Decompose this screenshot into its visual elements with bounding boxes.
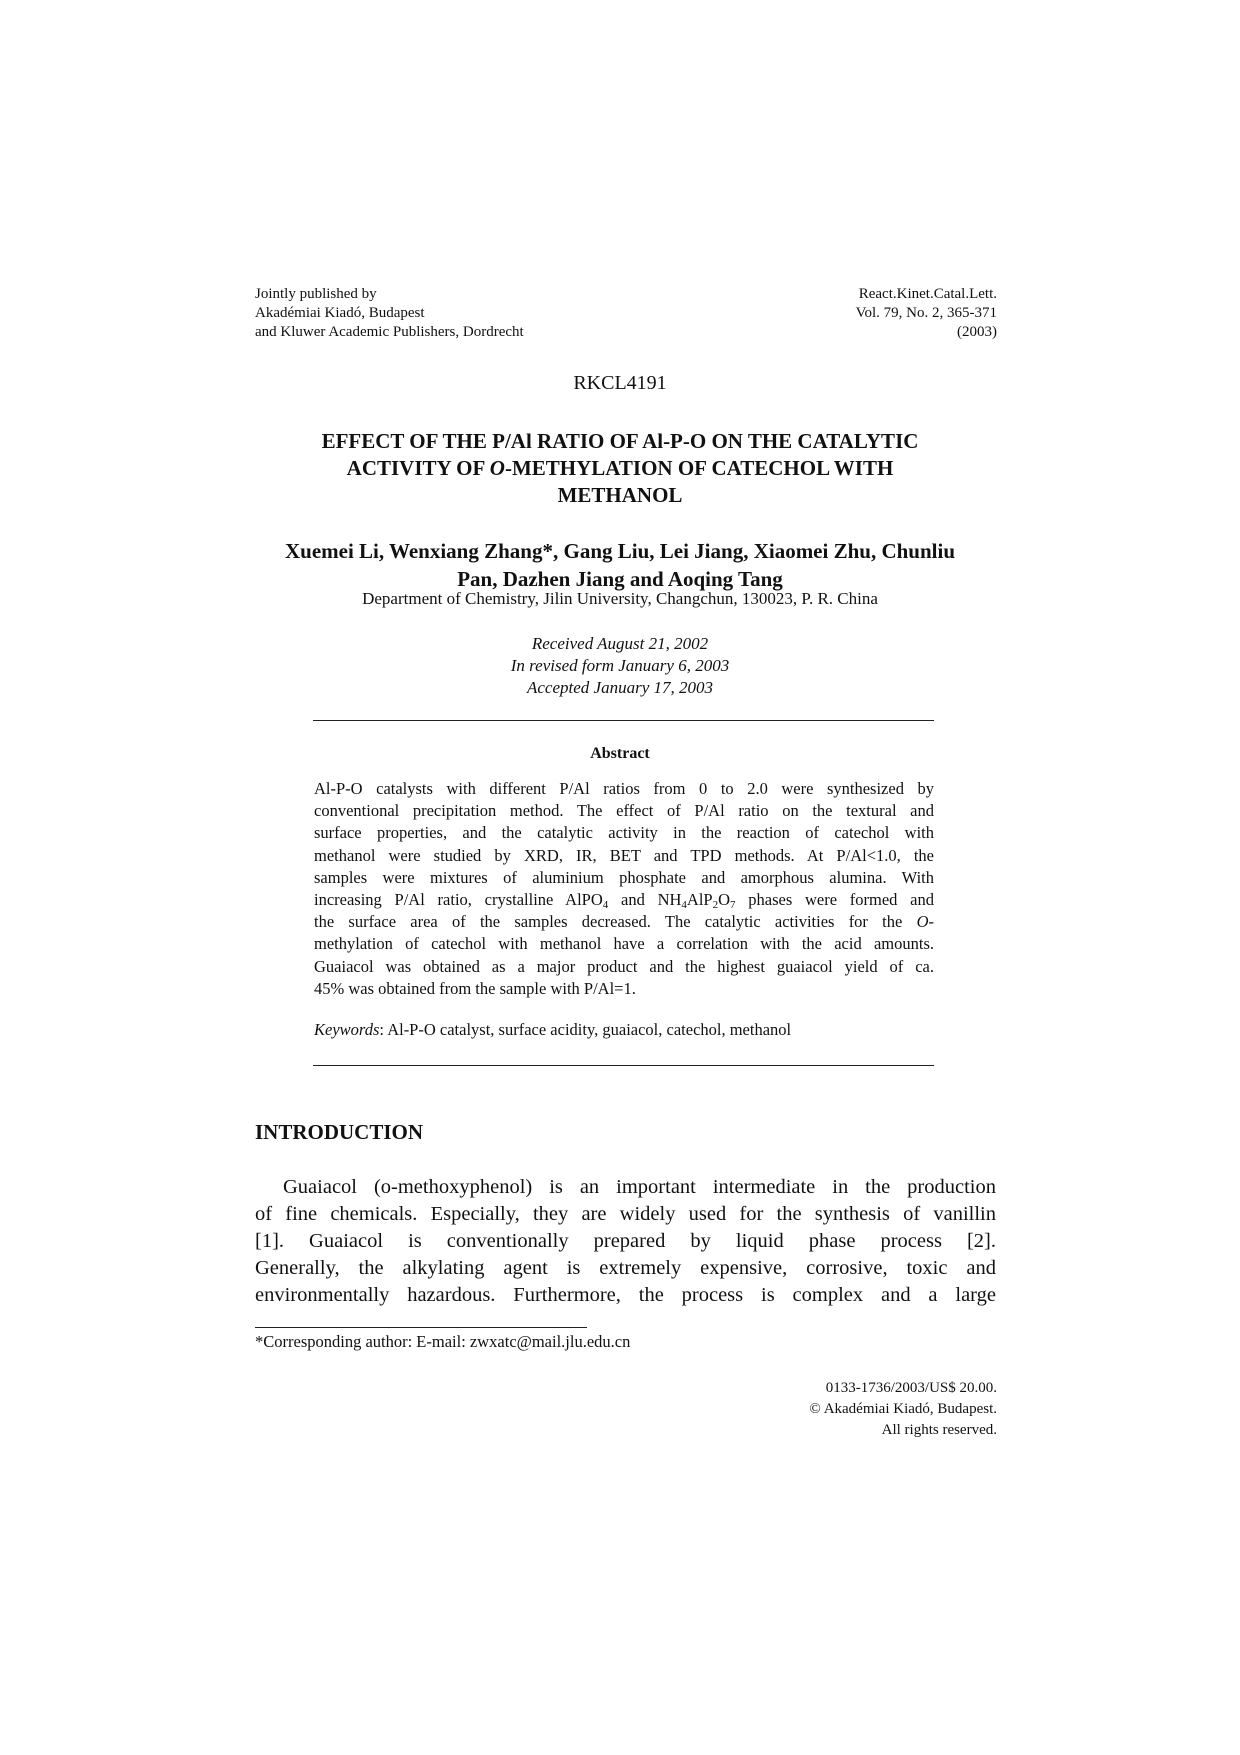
abstract-line: Guaiacol was obtained as a major product and the highest guaiacol yield of ca. — [314, 956, 934, 976]
journal-line: Vol. 79, No. 2, 365-371 — [855, 305, 997, 321]
subscript: 4 — [681, 899, 687, 912]
subscript: 4 — [602, 899, 609, 912]
body-line: Generally, the alkylating agent is extremely expensive, corrosive, toxic and — [255, 1257, 996, 1279]
publisher-info — [255, 285, 524, 342]
copyright-line: 0133-1736/2003/US$ 20.00. — [825, 1380, 997, 1396]
submission-dates — [0, 633, 1240, 699]
abstract-heading: Abstract — [590, 745, 650, 762]
corresponding-author-footnote: *Corresponding author: E-mail: zwxatc@mail.jlu.edu.cn — [255, 1332, 631, 1351]
text: increasing P/Al ratio, crystalline AlPO — [314, 890, 603, 910]
affiliation: Department of Chemistry, Jilin University, Changchun, 130023, P. R. China — [362, 589, 878, 608]
body-line: of fine chemicals. Especially, they are widely used for the synthesis of vanillin — [255, 1203, 996, 1225]
abstract-line: methylation of catechol with methanol have a correlation with the acid amounts. — [314, 934, 934, 954]
text: and NH — [608, 890, 682, 910]
text: O — [718, 890, 731, 910]
text: the surface area of the samples decreased. The catalytic activities for the — [314, 912, 917, 932]
section-heading: INTRODUCTION — [255, 1120, 424, 1144]
divider — [313, 720, 934, 721]
divider — [313, 1065, 934, 1066]
subscript: 2 — [712, 899, 719, 912]
copyright-line: All rights reserved. — [881, 1422, 997, 1438]
introduction-body — [255, 1174, 996, 1309]
abstract-body — [314, 778, 934, 1000]
title-italic: O — [489, 456, 505, 480]
title-text: ACTIVITY OF — [346, 456, 490, 480]
title-line: METHANOL — [557, 483, 683, 507]
revised-date: In revised form January 6, 2003 — [510, 656, 730, 675]
abstract-line: Al-P-O catalysts with different P/Al ratios from 0 to 2.0 were synthesized by — [314, 779, 934, 798]
italic-text: O — [916, 912, 929, 932]
abstract-line: methanol were studied by XRD, IR, BET and TPD methods. At P/Al<1.0, the — [314, 845, 934, 865]
article-code: RKCL4191 — [573, 372, 667, 394]
text: phases were formed and — [735, 890, 934, 910]
journal-line: React.Kinet.Catal.Lett. — [858, 286, 997, 302]
body-line: [1]. Guaiacol is conventionally prepared by liquid phase process [2]. — [255, 1230, 996, 1252]
abstract-line — [314, 889, 934, 911]
received-date: Received August 21, 2002 — [531, 634, 709, 653]
text: AlP — [686, 890, 713, 910]
title-line — [280, 455, 960, 482]
abstract-line: samples were mixtures of aluminium phosphate and amorphous alumina. With — [314, 867, 934, 887]
abstract-line: conventional precipitation method. The effect of P/Al ratio on the textural and — [314, 801, 934, 821]
title-line: EFFECT OF THE P/Al RATIO OF Al-P-O ON THE CATALYTIC — [321, 429, 919, 453]
publisher-line: and Kluwer Academic Publishers, Dordrecht — [255, 324, 524, 340]
abstract-line: surface properties, and the catalytic activity in the reaction of catechol with — [314, 823, 934, 843]
subscript: 7 — [730, 899, 736, 912]
publisher-line: Jointly published by — [255, 286, 377, 302]
keywords — [314, 1020, 934, 1040]
title-text: -METHYLATION OF CATECHOL WITH — [504, 456, 894, 480]
journal-line: (2003) — [957, 324, 997, 340]
copyright-block — [809, 1378, 997, 1441]
accepted-date: Accepted January 17, 2003 — [527, 678, 713, 697]
footnote-rule — [255, 1327, 587, 1328]
text: - — [928, 912, 934, 932]
abstract-line: 45% was obtained from the sample with P/Al=1. — [314, 978, 636, 998]
keywords-label: Keywords — [314, 1020, 380, 1039]
journal-info — [856, 285, 997, 342]
authors-line: Xuemei Li, Wenxiang Zhang*, Gang Liu, Lei Jiang, Xiaomei Zhu, Chunliu — [284, 539, 956, 563]
body-line: environmentally hazardous. Furthermore, the process is complex and a large — [255, 1284, 996, 1306]
abstract-line — [314, 911, 934, 933]
author-list — [245, 537, 995, 593]
copyright-line: © Akadémiai Kiadó, Budapest. — [809, 1401, 997, 1417]
paper-title — [280, 428, 960, 509]
keywords-text: : Al-P-O catalyst, surface acidity, guaiacol, catechol, methanol — [379, 1020, 792, 1039]
body-line: Guaiacol (o-methoxyphenol) is an important intermediate in the production — [283, 1176, 996, 1198]
publisher-line: Akadémiai Kiadó, Budapest — [255, 305, 425, 321]
authors-line: Pan, Dazhen Jiang and Aoqing Tang — [457, 567, 783, 591]
